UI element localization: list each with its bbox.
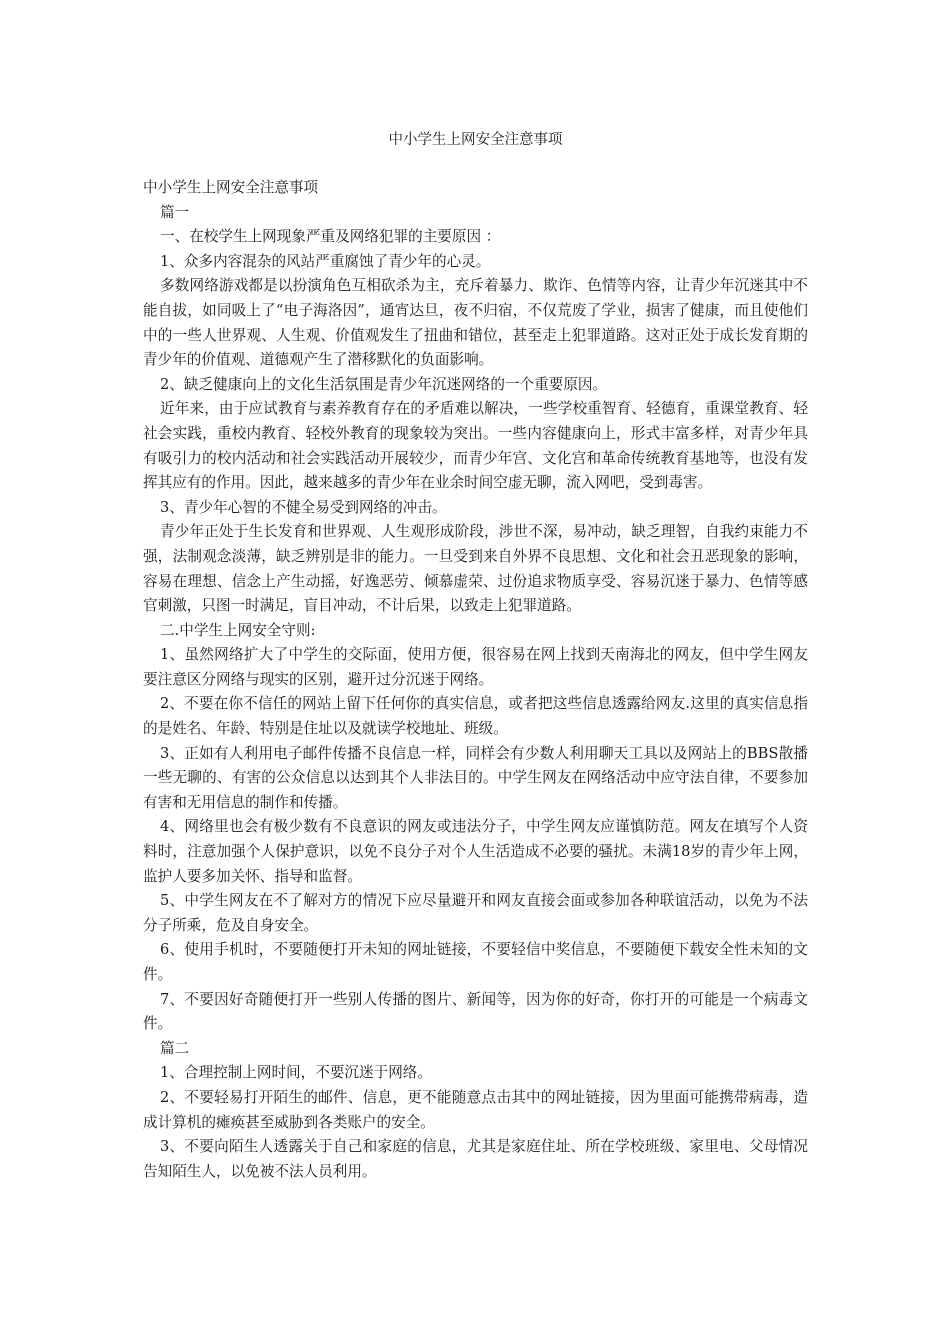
section-heading-rules: 二.中学生上网安全守则: [160, 621, 316, 639]
rule-item: 2、不要在你不信任的网站上留下任何你的真实信息，或者把这些信息透露给网友.这里的真实信息指的是姓名、年龄、特别是住址以及就读学校地址、班级。 [143, 695, 808, 738]
rule-item: 7、不要因好奇随便打开一些别人传播的图片、新闻等，因为你的好奇，你打开的可能是一个病毒文件。 [143, 990, 808, 1033]
section-label-part-one: 篇一 [160, 203, 190, 221]
paragraph: 青少年正处于生长发育和世界观、人生观形成阶段，涉世不深，易冲动，缺乏理智，自我约束能力不强，法制观念淡薄，缺乏辨别是非的能力。一旦受到来自外界不良思想、文化和社会丑恶现象的影响，容易在理想、信念上产生动摇，好逸恶劳、倾慕虚荣、过份追求物质享受、容易沉迷于暴力、色情等感官刺激，只图一时满足，盲目冲动，不计后果，以致走上犯罪道路。 [143, 523, 808, 615]
rule-item: 6、使用手机时，不要随便打开未知的网址链接，不要轻信中奖信息，不要随便下载安全性未知的文件。 [143, 941, 808, 983]
rule-item: 3、不要向陌生人透露关于自己和家庭的信息，尤其是家庭住址、所在学校班级、家里电、父母情况告知陌生人，以免被不法人员利用。 [143, 1138, 808, 1180]
paragraph: 1、众多内容混杂的风站严重腐蚀了青少年的心灵。 [160, 252, 491, 270]
paragraph: 3、青少年心智的不健全易受到网络的冲击。 [160, 498, 447, 516]
rule-item: 1、虽然网络扩大了中学生的交际面，使用方便，很容易在网上找到天南海北的网友，但中学生网友要注意区分网络与现实的区别，避开过分沉迷于网络。 [143, 646, 808, 688]
document-body [143, 176, 808, 1184]
rule-item: 5、中学生网友在不了解对方的情况下应尽量避开和网友直接会面或参加各种联谊活动，以免为不法分子所乘，危及自身安全。 [143, 892, 808, 934]
section-heading-causes: 一、在校学生上网现象严重及网络犯罪的主要原因 ： [160, 228, 501, 246]
document-title: 中小学生上网安全注意事项 [388, 132, 563, 148]
rule-item: 1、合理控制上网时间，不要沉迷于网络。 [160, 1064, 432, 1082]
rule-item: 3、正如有人利用电子邮件传播不良信息一样，同样会有少数人利用聊天工具以及网站上的BBS散播一些无聊的、有害的公众信息以达到其个人非法目的。中学生网友在网络活动中应守法自律，不要参加有害和无用信息的制作和传播。 [143, 744, 808, 811]
rule-item: 2、不要轻易打开陌生的邮件、信息，更不能随意点击其中的网址链接，因为里面可能携带病毒，造成计算机的瘫痪甚至威胁到各类账户的安全。 [143, 1088, 808, 1131]
section-label-part-two: 篇二 [160, 1039, 190, 1057]
paragraph: 多数网络游戏都是以扮演角色互相砍杀为主，充斥着暴力、欺诈、色情等内容，让青少年沉迷其中不能自拔，如同吸上了“电子海洛因”，通宵达旦，夜不归宿，不仅荒废了学业，损害了健康，而且使他们中的一些人世界观、人生观、价值观发生了扭曲和错位，甚至走上犯罪道路。这对正处于成长发育期的青少年的价值观、道德观产生了潜移默化的负面影响。 [143, 277, 808, 369]
document-subtitle: 中小学生上网安全注意事项 [143, 179, 319, 196]
rule-item: 4、网络里也会有极少数有不良意识的网友或违法分子，中学生网友应谨慎防范。网友在填写个人资料时，注意加强个人保护意识，以免不良分子对个人生活造成不必要的骚扰。未满18岁的青少年上网，监护人要多加关怀、指导和监督。 [143, 818, 808, 885]
paragraph: 2、缺乏健康向上的文化生活氛围是青少年沉迷网络的一个重要原因。 [160, 375, 608, 393]
paragraph: 近年来，由于应试教育与素养教育存在的矛盾难以解决，一些学校重智育、轻德育，重课堂教育、轻社会实践，重校内教育、轻校外教育的现象较为突出。一些内容健康向上，形式丰富多样，对青少年具有吸引力的校内活动和社会实践活动开展较少，而青少年宫、文化宫和革命传统教育基地等，也没有发挥其应有的作用。因此，越来越多的青少年在业余时间空虚无聊，流入网吧，受到毒害。 [143, 400, 808, 492]
